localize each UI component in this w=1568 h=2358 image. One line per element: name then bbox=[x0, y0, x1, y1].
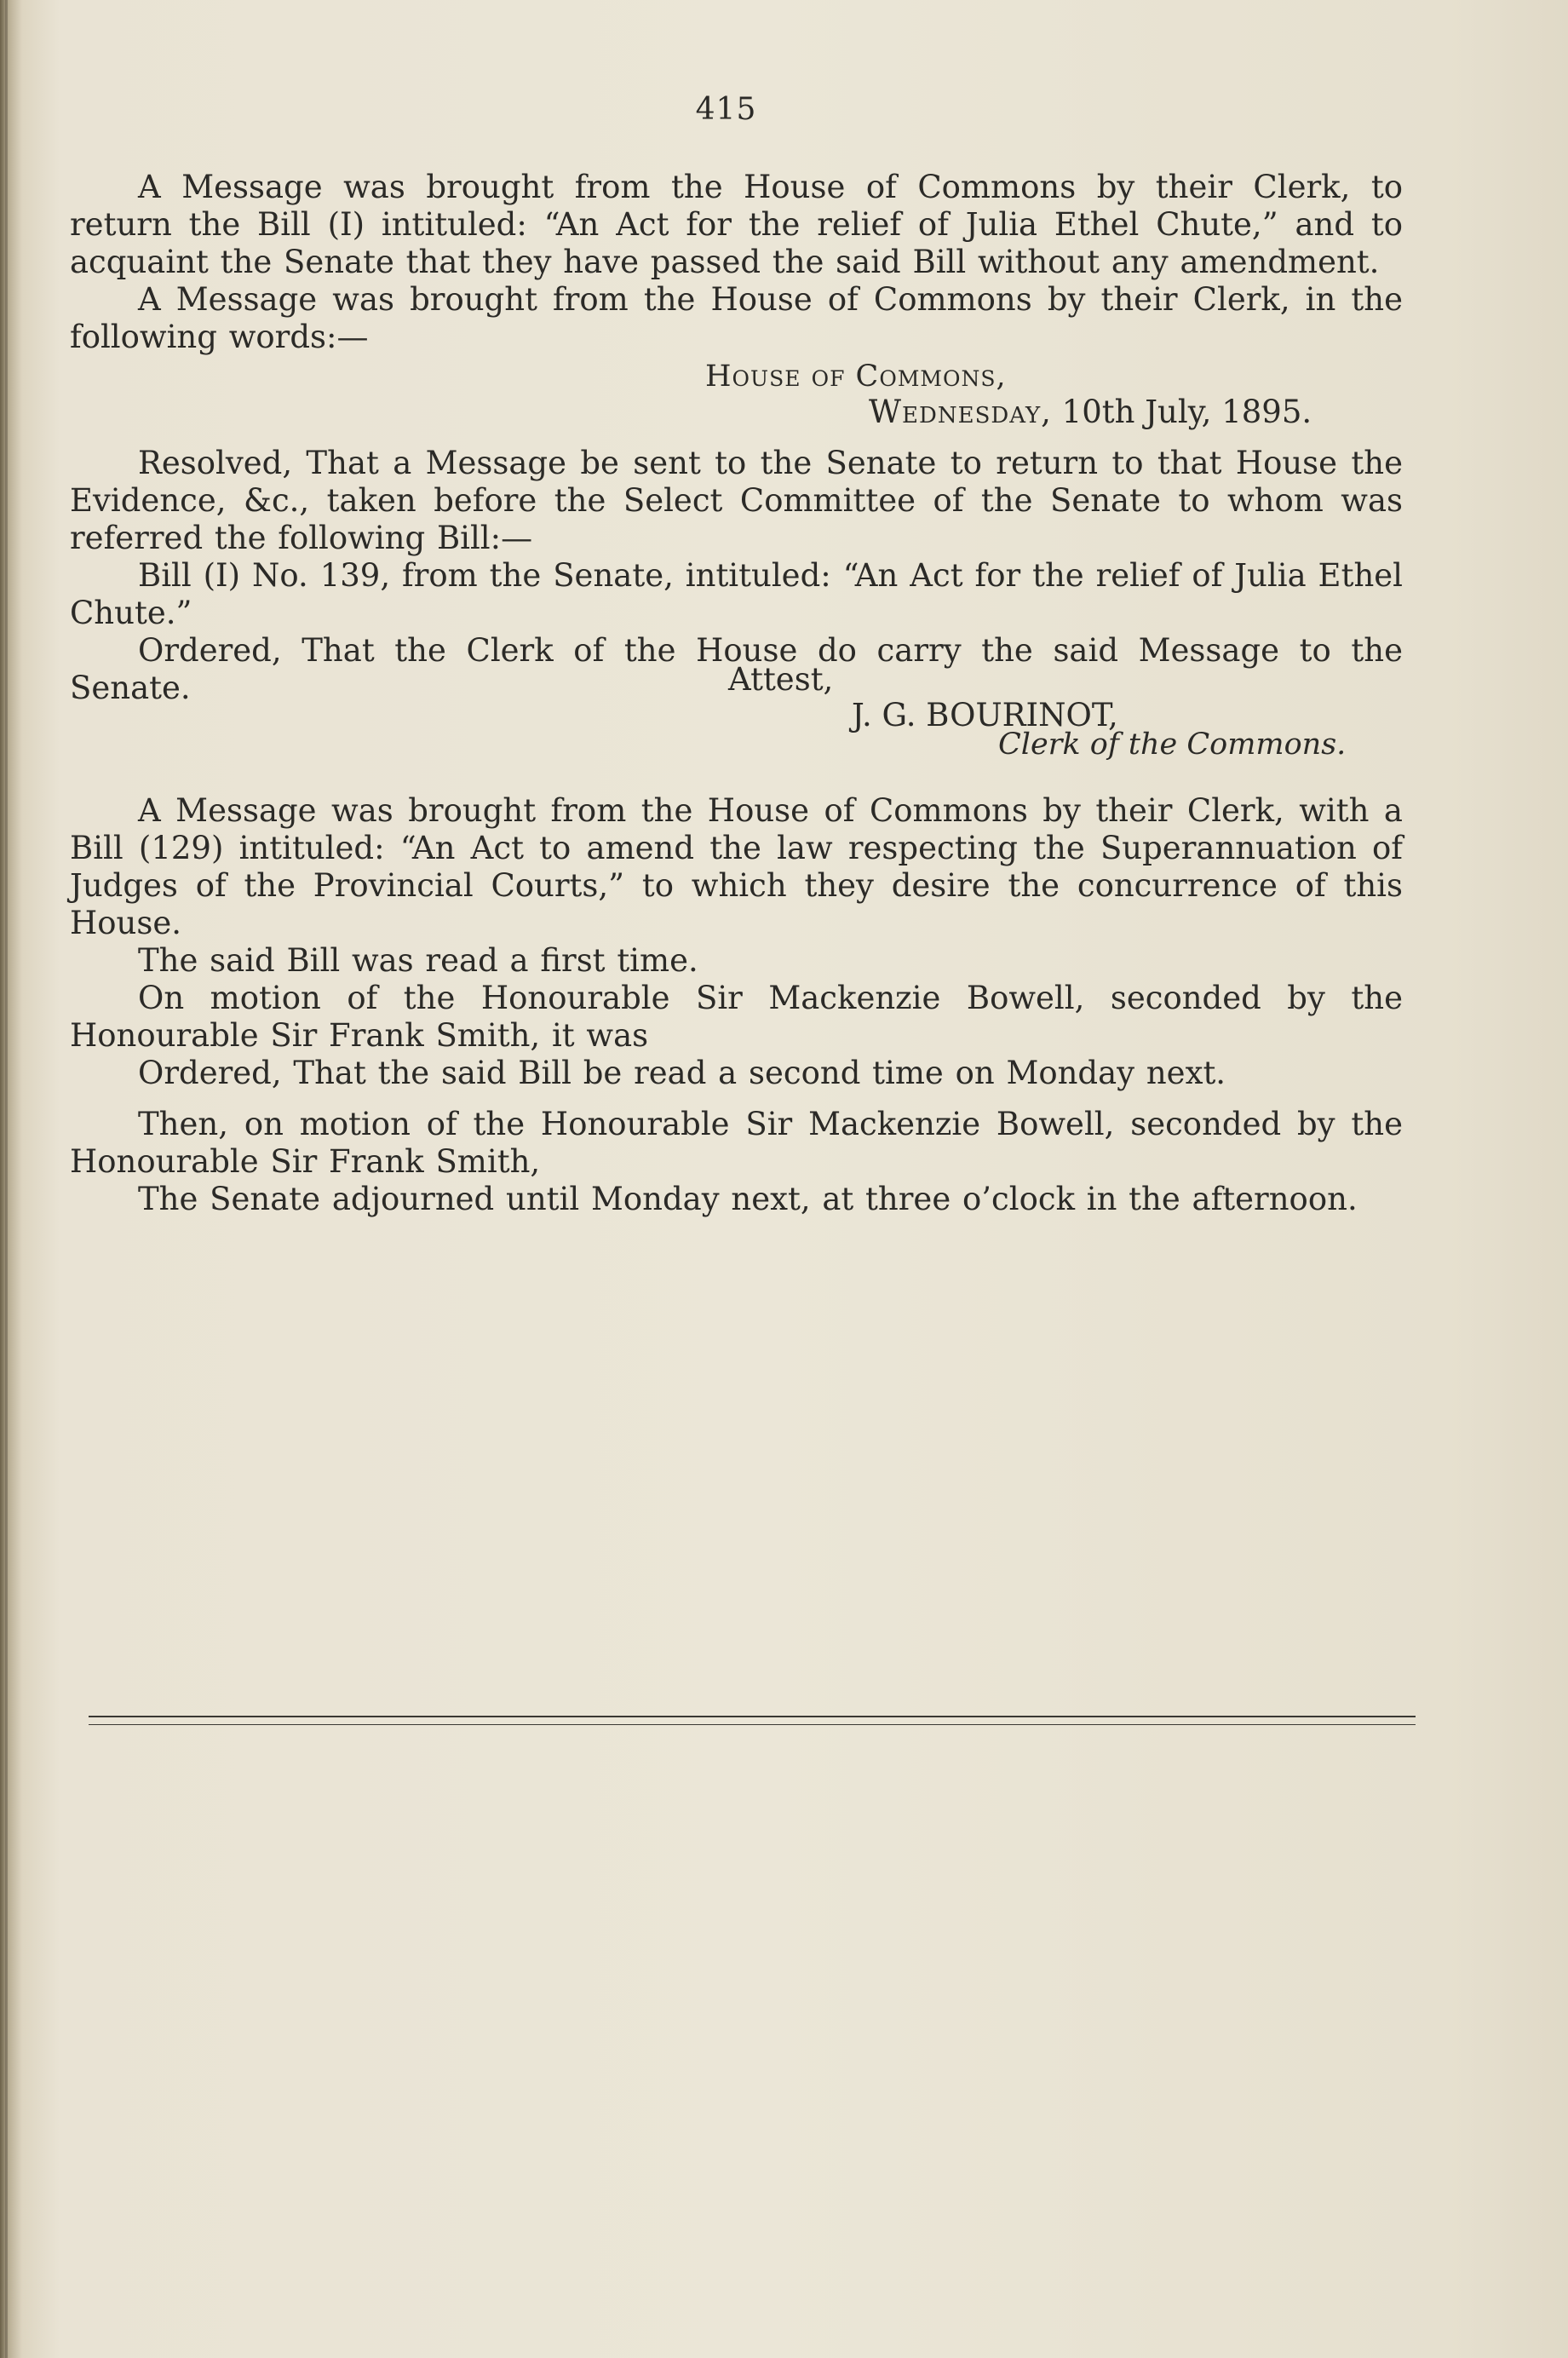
paragraph-senate-adjourned: The Senate adjourned until Monday next, at three o’clock in the afternoon. bbox=[138, 1181, 1358, 1217]
paragraph-ordered-second-reading: Ordered, That the said Bill be read a second time on Monday next. bbox=[138, 1055, 1226, 1091]
closing-rule-top bbox=[89, 1716, 1416, 1717]
paragraph-motion-bowell: On motion of the Honourable Sir Mackenzie Bowell, seconded by the Honourable Sir Frank Smith, it was bbox=[70, 980, 1403, 1054]
house-of-commons-heading: House of Commons, bbox=[705, 359, 1007, 394]
attestation-title bbox=[998, 726, 1346, 763]
paragraph-ordered-clerk: Ordered, That the Clerk of the House do carry the said Message to the Senate. bbox=[70, 632, 1403, 706]
date-label: 10th July, 1895. bbox=[1061, 394, 1312, 430]
paragraph-first-reading: The said Bill was read a first time. bbox=[138, 942, 698, 979]
paragraph-message-following-words: A Message was brought from the House of Commons by their Clerk, in the following words:— bbox=[70, 281, 1403, 355]
paragraph-resolved: Resolved, That a Message be sent to the Senate to return to that House the Evidence, &c., taken before the Select Committee of the Senate to whom was referred the following Bill:— bbox=[70, 445, 1403, 556]
journal-entry-bill-i-returned bbox=[70, 169, 1403, 356]
binding-edge bbox=[5, 0, 8, 2358]
weekday-label: Wednesday, bbox=[869, 394, 1052, 430]
paragraph-message-bill-129: A Message was brought from the House of Commons by their Clerk, with a Bill (129) intituled: “An Act to amend the law respecting the Superannuation of Judges of the Provincial Courts,” to which they desire the concurrence of this House. bbox=[70, 792, 1403, 941]
clerk-title: Clerk of the Commons. bbox=[998, 728, 1347, 762]
clerk-name: J. G. BOURINOT, bbox=[852, 697, 1118, 733]
message-header-sender bbox=[705, 358, 1007, 395]
paragraph-message-return-bill: A Message was brought from the House of Commons by their Clerk, to return the Bill (I) intituled: “An Act for the relief of Julia Ethel Chute,” and to acquaint the Senate that they have passed the said Bill without any amendment. bbox=[70, 169, 1403, 280]
journal-entry-adjournment bbox=[70, 1106, 1403, 1218]
paragraph-motion-adjourn: Then, on motion of the Honourable Sir Mackenzie Bowell, seconded by the Honourable Sir Frank Smith, bbox=[70, 1106, 1403, 1180]
attestation-attest bbox=[728, 661, 833, 699]
paragraph-bill-i-no-139: Bill (I) No. 139, from the Senate, intituled: “An Act for the relief of Julia Ethel Chute.” bbox=[70, 557, 1403, 631]
closing-rule-bottom bbox=[89, 1724, 1416, 1725]
page-number: 415 bbox=[695, 92, 757, 127]
journal-entry-bill-129 bbox=[70, 792, 1403, 1092]
attest-label: Attest, bbox=[728, 661, 834, 698]
message-header-date bbox=[869, 394, 1312, 431]
